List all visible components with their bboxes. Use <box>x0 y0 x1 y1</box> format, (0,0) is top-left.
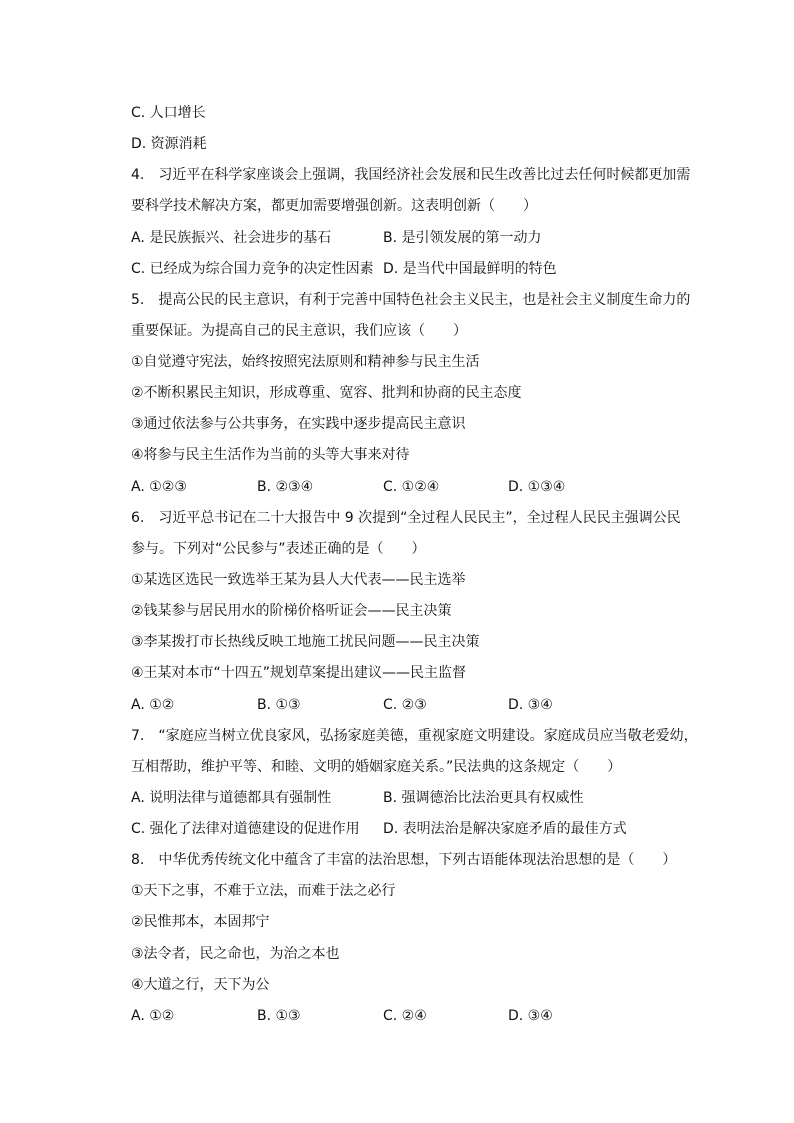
question-8-statement-2: ②民惟邦本，本固邦宁 <box>131 914 270 930</box>
carry-option-d: D. 资源消耗 <box>131 136 207 152</box>
question-8-option-d: D. ③④ <box>508 1008 553 1024</box>
question-6-stem-line-2: 参与。下列对“公民参与”表述正确的是（ ） <box>131 541 426 557</box>
question-5-statement-3: ③通过依法参与公共事务，在实践中逐步提高民主意识 <box>131 416 466 432</box>
question-4-options-row-1 <box>131 228 731 248</box>
question-5-option-d: D. ①③④ <box>508 479 566 495</box>
question-8-option-c: C. ②④ <box>383 1008 427 1024</box>
question-8-stem-line-1: 8. 中华优秀传统文化中蕴含了丰富的法治思想，下列古语能体现法治思想的是（ ） <box>131 852 677 868</box>
question-5-stem-line-2: 重要保证。为提高自己的民主意识，我们应该（ ） <box>131 323 467 339</box>
question-4-option-a: A. 是民族振兴、社会进步的基石 <box>131 230 332 246</box>
question-5-options-row <box>131 477 731 497</box>
question-7-option-a: A. 说明法律与道德都具有强制性 <box>131 790 332 806</box>
question-7-stem-line-1: 7. “家庭应当树立优良家风，弘扬家庭美德，重视家庭文明建设。家庭成员应当敬老爱幼， <box>131 728 698 744</box>
question-6-stem-line-1: 6. 习近平总书记在二十大报告中 9 次提到“全过程人民民主”，全过程人民民主强调公民 <box>131 510 681 526</box>
question-6-statement-2: ②钱某参与居民用水的阶梯价格听证会——民主决策 <box>131 603 452 619</box>
question-6-statement-1: ①某选区选民一致选举王某为县人大代表——民主选举 <box>131 572 466 588</box>
question-4-stem-line-2: 要科学技术解决方案，都更加需要增强创新。这表明创新（ ） <box>131 198 537 214</box>
question-5-statement-2: ②不断积累民主知识，形成尊重、宽容、批判和协商的民主态度 <box>131 385 522 401</box>
question-5-statement-4: ④将参与民主生活作为当前的头等大事来对待 <box>131 447 410 463</box>
question-5-option-c: C. ①②④ <box>383 479 440 495</box>
carry-option-c: C. 人口增长 <box>131 105 206 121</box>
question-8-statement-3: ③法令者，民之命也，为治之本也 <box>131 946 340 962</box>
question-7-option-d: D. 表明法治是解决家庭矛盾的最佳方式 <box>383 821 627 837</box>
question-7-options-row-2 <box>131 819 731 839</box>
question-8-statement-1: ①天下之事，不难于立法，而难于法之必行 <box>131 883 396 899</box>
question-6-option-d: D. ③④ <box>508 697 553 713</box>
question-7-option-b: B. 强调德治比法治更具有权威性 <box>383 790 584 806</box>
question-7-option-c: C. 强化了法律对道德建设的促进作用 <box>131 821 360 837</box>
question-7-stem-line-2: 互相帮助，维护平等、和睦、文明的婚姻家庭关系。”民法典的这条规定（ ） <box>131 759 622 775</box>
question-6-option-a: A. ①② <box>131 697 175 713</box>
question-8-option-b: B. ①③ <box>257 1008 301 1024</box>
question-5-option-a: A. ①②③ <box>131 479 187 495</box>
question-4-options-row-2 <box>131 259 731 279</box>
question-6-options-row <box>131 695 731 715</box>
question-6-option-c: C. ②③ <box>383 697 427 713</box>
question-5-option-b: B. ②③④ <box>257 479 314 495</box>
question-4-option-b: B. 是引领发展的第一动力 <box>383 230 542 246</box>
question-5-statement-1: ①自觉遵守宪法，始终按照宪法原则和精神参与民主生活 <box>131 354 480 370</box>
question-8-option-a: A. ①② <box>131 1008 175 1024</box>
question-6-option-b: B. ①③ <box>257 697 301 713</box>
question-4-option-c: C. 已经成为综合国力竞争的决定性因素 <box>131 261 374 277</box>
question-4-option-d: D. 是当代中国最鲜明的特色 <box>383 261 557 277</box>
question-7-options-row-1 <box>131 788 731 808</box>
question-4-stem-line-1: 4. 习近平在科学家座谈会上强调，我国经济社会发展和民生改善比过去任何时候都更加需 <box>131 167 691 183</box>
question-6-statement-3: ③李某拨打市长热线反映工地施工扰民问题——民主决策 <box>131 634 480 650</box>
question-8-options-row <box>131 1006 731 1026</box>
question-8-statement-4: ④大道之行，天下为公 <box>131 977 270 993</box>
question-6-statement-4: ④王某对本市“十四五”规划草案提出建议——民主监督 <box>131 665 467 681</box>
question-5-stem-line-1: 5. 提高公民的民主意识，有利于完善中国特色社会主义民主，也是社会主义制度生命力的 <box>131 292 691 308</box>
